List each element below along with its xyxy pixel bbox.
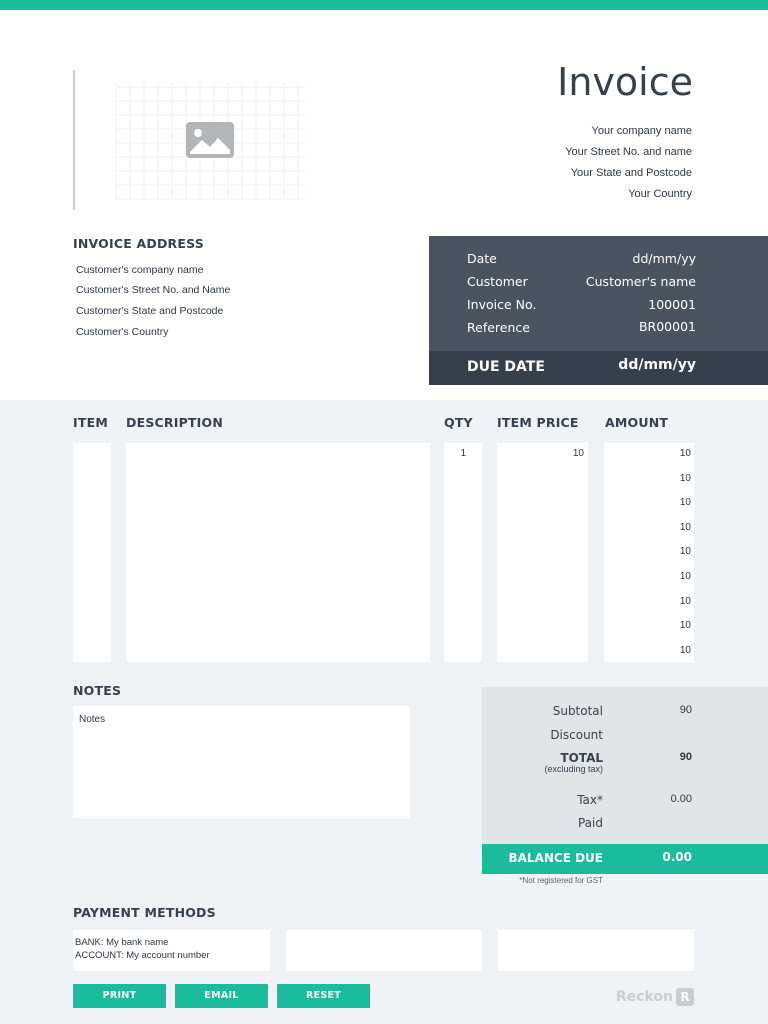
company-street[interactable]: Your Street No. and name <box>565 146 692 158</box>
brand-name: Reckon <box>615 989 673 1005</box>
balance-due-label: BALANCE DUE <box>508 851 603 865</box>
due-date-field[interactable]: dd/mm/yy <box>618 357 696 373</box>
item-price-column-header: ITEM PRICE <box>497 415 579 430</box>
subtotal-value: 90 <box>679 704 692 716</box>
customer-state-field[interactable]: Customer's State and Postcode <box>76 305 224 317</box>
amount-value: 10 <box>679 546 691 558</box>
paid-label: Paid <box>577 816 603 830</box>
discount-label: Discount <box>550 728 603 742</box>
amount-column-header: AMOUNT <box>605 415 669 430</box>
customer-label: Customer <box>467 274 528 289</box>
company-state[interactable]: Your State and Postcode <box>570 167 692 179</box>
date-field[interactable]: dd/mm/yy <box>632 251 696 266</box>
notes-heading: NOTES <box>73 683 122 698</box>
totals-panel <box>482 687 768 844</box>
date-label: Date <box>467 251 497 266</box>
notes-textarea[interactable] <box>73 706 410 818</box>
item-price-value[interactable]: 10 <box>572 448 584 459</box>
invoice-no-label: Invoice No. <box>467 297 537 312</box>
amount-value: 10 <box>679 521 691 533</box>
reckon-logo <box>616 988 694 1006</box>
reset-button[interactable]: RESET <box>277 984 370 1008</box>
email-button[interactable]: EMAIL <box>175 984 268 1008</box>
brand-mark: R <box>676 988 694 1006</box>
amount-value: 10 <box>679 472 691 484</box>
total-value: 90 <box>679 751 692 763</box>
top-accent-bar <box>0 0 768 10</box>
invoice-no-field[interactable]: 100001 <box>648 297 696 312</box>
qty-column-header: QTY <box>444 415 473 430</box>
page-title: Invoice <box>557 60 693 104</box>
image-placeholder-icon <box>186 122 234 158</box>
amount-value: 10 <box>679 497 691 509</box>
amount-value: 10 <box>679 620 691 632</box>
tax-value[interactable]: 0.00 <box>670 793 692 805</box>
description-column-input[interactable] <box>126 443 430 662</box>
account-number-text: ACCOUNT: My account number <box>75 950 210 961</box>
description-column-header: DESCRIPTION <box>126 415 223 430</box>
due-date-label: DUE DATE <box>467 359 545 375</box>
customer-street-field[interactable]: Customer's Street No. and Name <box>76 284 231 296</box>
qty-value[interactable]: 1 <box>460 448 466 459</box>
item-column-input[interactable] <box>73 443 111 662</box>
balance-due-value: 0.00 <box>662 850 692 864</box>
item-column-header: ITEM <box>73 415 108 430</box>
amount-value: 10 <box>679 448 691 459</box>
qty-column-input[interactable] <box>444 443 482 662</box>
amount-value: 10 <box>679 644 691 656</box>
payment-method-box-1[interactable] <box>73 930 270 971</box>
reference-field[interactable]: BR00001 <box>638 319 696 334</box>
payment-method-box-3[interactable] <box>498 930 694 971</box>
payment-methods-heading: PAYMENT METHODS <box>73 905 216 920</box>
total-label: TOTAL <box>560 751 603 765</box>
print-button[interactable]: PRINT <box>73 984 166 1008</box>
item-price-column-input[interactable] <box>497 443 588 662</box>
customer-country-field[interactable]: Customer's Country <box>76 326 169 338</box>
notes-text: Notes <box>79 714 106 725</box>
amount-value: 10 <box>679 595 691 607</box>
amount-value: 10 <box>679 571 691 582</box>
company-country[interactable]: Your Country <box>628 188 692 200</box>
invoice-address-heading: INVOICE ADDRESS <box>73 236 204 251</box>
subtotal-label: Subtotal <box>552 704 603 718</box>
bank-name-text: BANK: My bank name <box>75 937 169 948</box>
customer-company-field[interactable]: Customer's company name <box>76 264 204 276</box>
payment-method-box-2[interactable] <box>286 930 482 971</box>
company-name[interactable]: Your company name <box>591 125 692 137</box>
tax-label: Tax* <box>577 793 603 807</box>
reference-label: Reference <box>467 320 530 335</box>
gst-footnote: *Not registered for GST <box>519 876 603 885</box>
total-sublabel: (excluding tax) <box>544 764 603 774</box>
customer-name-field[interactable]: Customer's name <box>585 274 696 289</box>
